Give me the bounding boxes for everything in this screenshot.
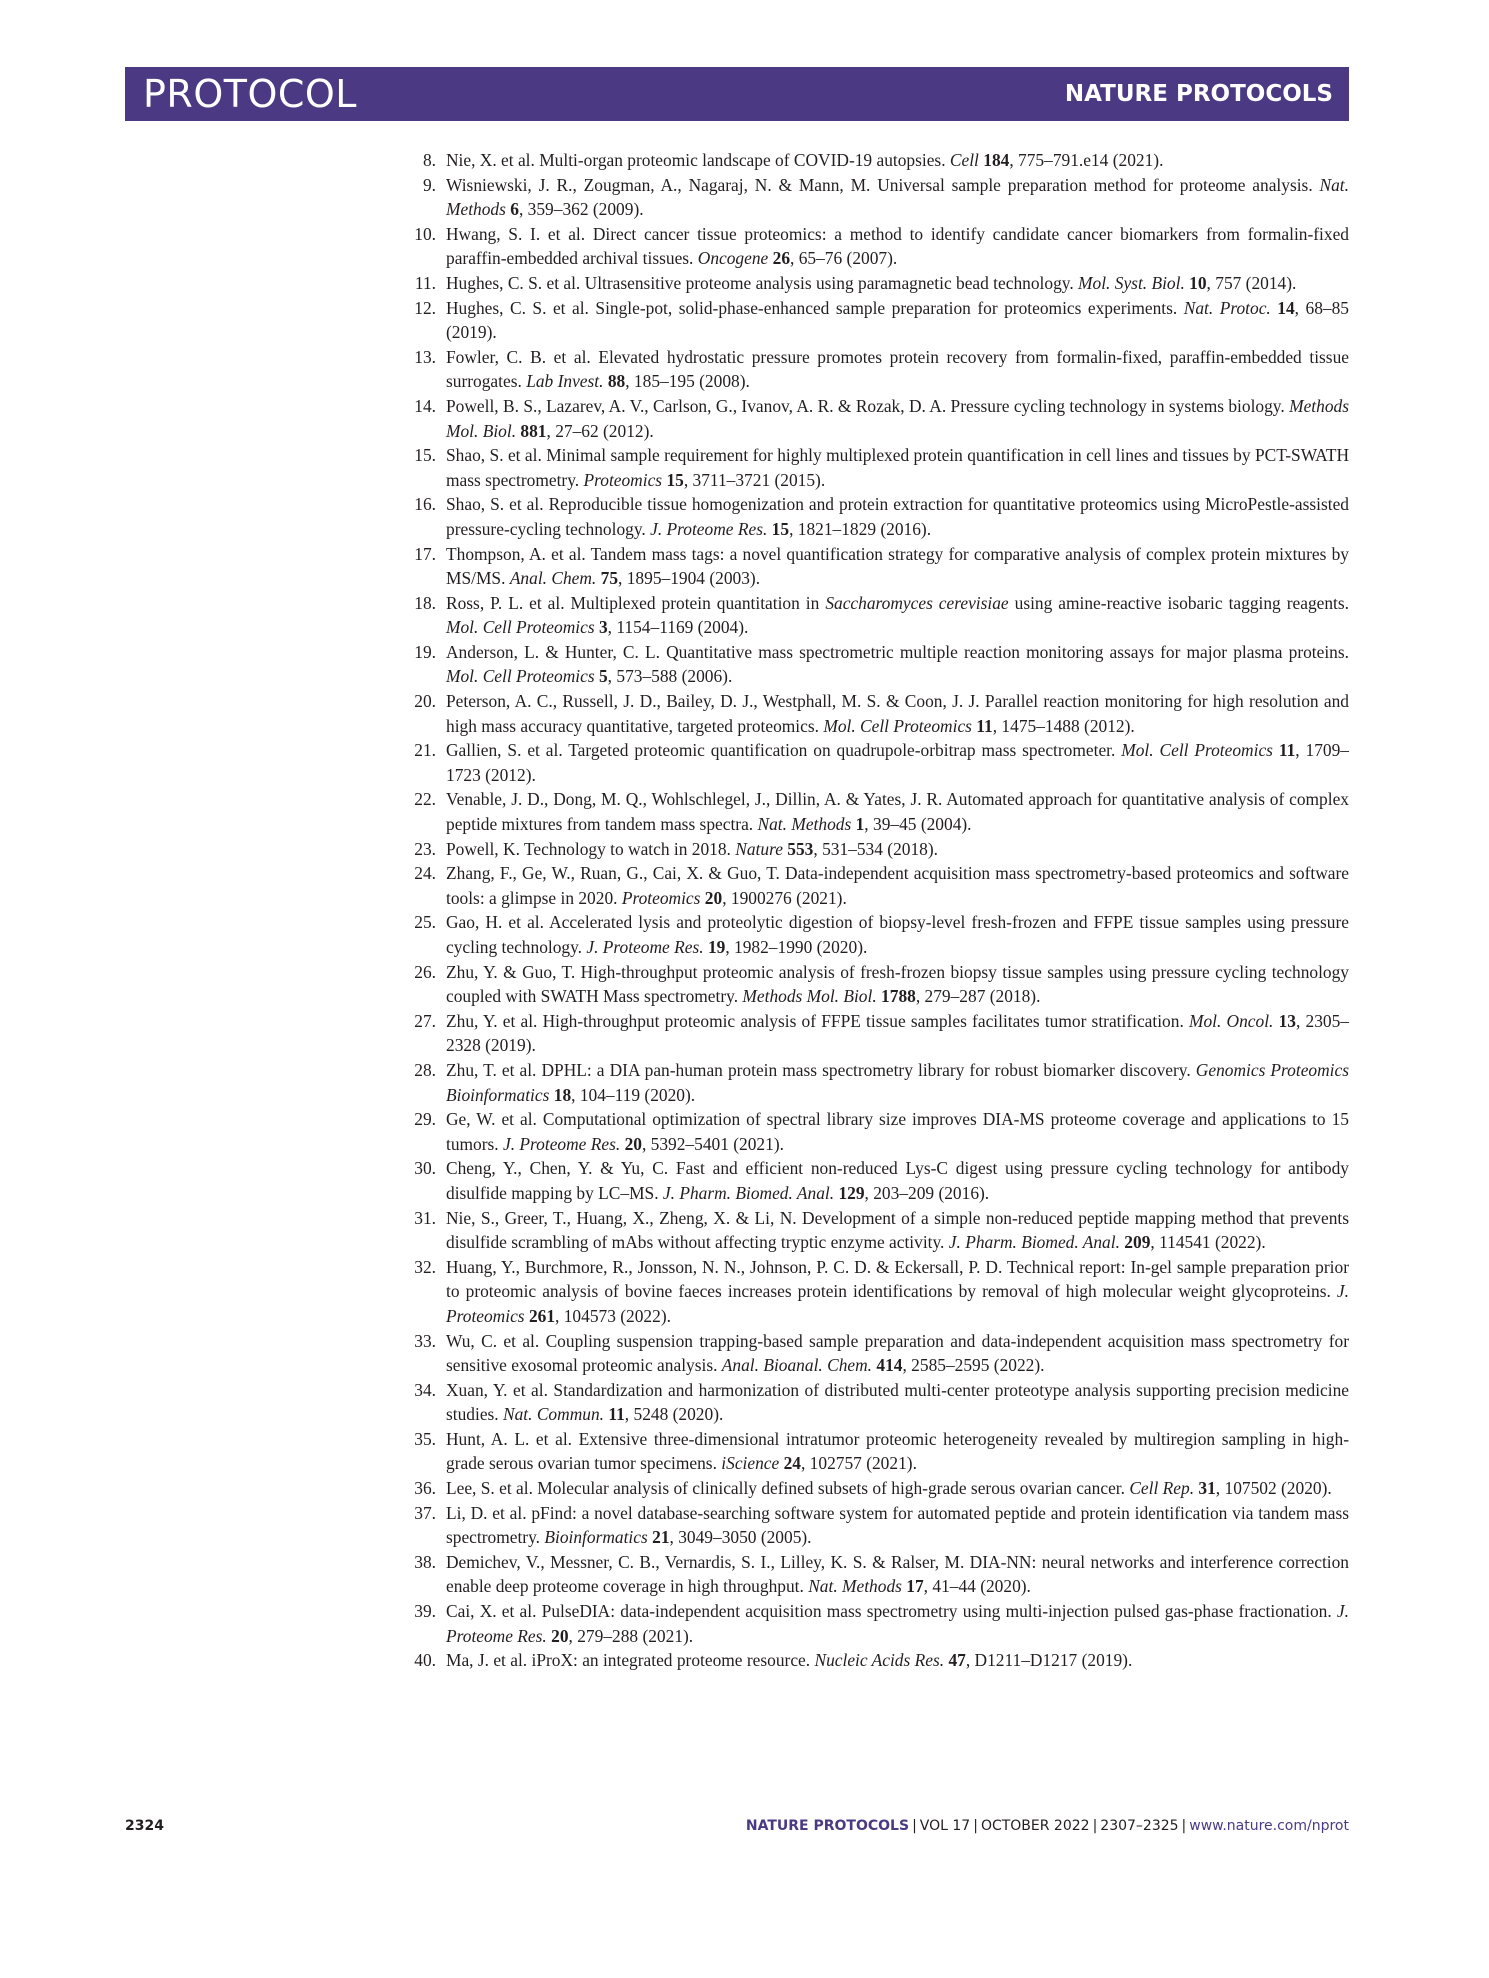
reference-journal: Nat. Methods <box>757 814 852 835</box>
reference-text <box>446 222 1349 271</box>
reference-authors-title: Venable, J. D., Dong, M. Q., Wohlschlegel, J., Dillin, A. & Yates, J. R. Automated approach for quantitative analysis of complex peptide mixtures from tandem mass spectra. <box>446 789 1349 835</box>
reference-authors-title: Shao, S. et al. Minimal sample requirement for highly multiplexed protein quantification in cell lines and tissues by PCT-SWATH mass spectrometry. <box>446 445 1349 490</box>
reference-number: 28. <box>414 1059 436 1080</box>
reference-pages-year: , 775–791.e14 (2021). <box>1009 150 1164 170</box>
reference-volume: 18 <box>553 1084 572 1105</box>
reference-item <box>400 1329 1349 1378</box>
reference-item <box>400 910 1349 959</box>
reference-item <box>400 1206 1349 1255</box>
reference-item <box>400 271 1349 296</box>
reference-pages-year: , 27–62 (2012). <box>546 420 654 441</box>
reference-item <box>400 1255 1349 1329</box>
reference-number: 13. <box>414 346 436 367</box>
reference-authors-title: Xuan, Y. et al. Standardization and harmonization of distributed multi-center proteotype analysis supporting precision medicine studies. <box>446 1379 1349 1425</box>
reference-journal: Nucleic Acids Res. <box>814 1650 945 1671</box>
footer-date: OCTOBER 2022 <box>980 1818 1090 1834</box>
footer-journal: NATURE PROTOCOLS <box>745 1818 910 1834</box>
reference-number: 29. <box>414 1109 436 1130</box>
reference-volume: 19 <box>707 937 726 957</box>
footer-volume: VOL 17 <box>919 1818 971 1834</box>
reference-authors-title: Lee, S. et al. Molecular analysis of clinically defined subsets of high-grade serous ovarian cancer. <box>446 1478 1125 1499</box>
reference-authors-title: Ge, W. et al. Computational optimization of spectral library size improves DIA-MS proteome coverage and applications to 15 tumors. <box>446 1109 1349 1154</box>
reference-authors-title: Peterson, A. C., Russell, J. D., Bailey, D. J., Westphall, M. S. & Coon, J. J. Parallel reaction monitoring for high resolution and high mass accuracy quantitative, targeted proteomics. <box>446 691 1349 736</box>
reference-text <box>446 861 1349 910</box>
reference-journal: J. Pharm. Biomed. Anal. <box>948 1232 1120 1253</box>
reference-number: 12. <box>414 297 436 318</box>
reference-authors-title: Demichev, V., Messner, C. B., Vernardis, S. I., Lilley, K. S. & Ralser, M. DIA-NN: neural networks and interference correction enable deep proteome coverage in high throughput. <box>446 1551 1349 1597</box>
reference-number: 36. <box>414 1478 436 1499</box>
reference-item <box>400 222 1349 271</box>
reference-text <box>446 1476 1349 1501</box>
reference-pages-year: , 2585–2595 (2022). <box>902 1355 1045 1376</box>
reference-item <box>400 1156 1349 1205</box>
reference-pages-year: , 3049–3050 (2005). <box>669 1527 812 1548</box>
reference-authors-title: Li, D. et al. pFind: a novel database-searching software system for automated peptide and protein identification via tandem mass spectrometry. <box>446 1502 1349 1548</box>
reference-text <box>446 591 1349 640</box>
reference-journal: Nat. Commun. <box>503 1404 604 1425</box>
reference-item <box>400 1476 1349 1501</box>
reference-authors-title: Gao, H. et al. Accelerated lysis and proteolytic digestion of biopsy-level fresh-frozen and FFPE tissue samples using pressure cycling technology. <box>446 912 1349 957</box>
reference-authors-title: Hughes, C. S. et al. Ultrasensitive proteome analysis using paramagnetic bead technology. <box>446 272 1074 293</box>
reference-pages-year: , 573–588 (2006). <box>607 666 733 687</box>
reference-journal: Proteomics <box>583 469 663 490</box>
reference-volume: 17 <box>906 1576 924 1597</box>
reference-volume: 10 <box>1189 272 1207 293</box>
reference-item <box>400 345 1349 394</box>
reference-item <box>400 1550 1349 1599</box>
reference-pages-year: , 3711–3721 (2015). <box>683 469 826 490</box>
reference-item <box>400 1599 1349 1648</box>
reference-item <box>400 689 1349 738</box>
reference-volume: 14 <box>1277 297 1295 318</box>
reference-item <box>400 787 1349 836</box>
reference-number: 37. <box>414 1502 436 1523</box>
reference-journal: Proteomics <box>621 887 701 908</box>
reference-number: 17. <box>414 543 436 564</box>
reference-pages-year: , 2305–2328 (2019). <box>446 1010 1349 1056</box>
reference-text <box>446 271 1349 296</box>
reference-journal: J. Proteome Res. <box>503 1133 621 1154</box>
reference-journal: Nat. Protoc. <box>1183 297 1271 318</box>
reference-number: 21. <box>414 740 436 761</box>
reference-text <box>446 1378 1349 1427</box>
reference-pages-year: , 104573 (2022). <box>555 1305 671 1326</box>
reference-text <box>446 1501 1349 1550</box>
reference-volume: 31 <box>1198 1478 1216 1499</box>
reference-journal: Bioinformatics <box>544 1527 648 1548</box>
reference-text <box>446 345 1349 394</box>
reference-number: 26. <box>414 961 436 982</box>
reference-number: 14. <box>414 395 436 416</box>
reference-text <box>446 1599 1349 1648</box>
journal-name: NATURE PROTOCOLS <box>1064 81 1333 107</box>
reference-item <box>400 173 1349 222</box>
reference-title-cont: using amine-reactive isobaric tagging reagents. <box>1008 592 1350 613</box>
reference-pages-year: , 39–45 (2004). <box>864 814 972 835</box>
reference-text <box>446 1009 1349 1058</box>
reference-authors-title: Nie, S., Greer, T., Huang, X., Zheng, X. & Li, N. Development of a simple non-reduced peptide mapping method that prevents disulfide scrambling of mAbs without affecting tryptic enzyme activity. <box>446 1207 1349 1253</box>
reference-journal: Mol. Cell Proteomics <box>446 666 595 687</box>
reference-journal: Anal. Chem. <box>509 568 597 589</box>
reference-text <box>446 1427 1349 1476</box>
reference-text <box>446 960 1349 1009</box>
reference-authors-title: Ross, P. L. et al. Multiplexed protein quantitation in <box>446 592 820 613</box>
reference-pages-year: , 531–534 (2018). <box>813 838 938 859</box>
reference-item <box>400 1378 1349 1427</box>
reference-text <box>446 738 1349 787</box>
reference-authors-title: Ma, J. et al. iProX: an integrated proteome resource. <box>446 1650 811 1671</box>
reference-volume: 553 <box>787 838 814 859</box>
reference-text <box>446 1058 1349 1107</box>
reference-journal: Cell <box>949 150 979 170</box>
reference-authors-title: Huang, Y., Burchmore, R., Jonsson, N. N., Johnson, P. C. D. & Eckersall, P. D. Technical report: In-gel sample preparation prior to proteomic analysis of bovine faeces increases protein identifications by removal of high molecular weight glycoproteins. <box>446 1256 1349 1302</box>
reference-pages-year: , 41–44 (2020). <box>923 1576 1031 1597</box>
reference-text <box>446 1255 1349 1329</box>
reference-authors-title: Cheng, Y., Chen, Y. & Yu, C. Fast and efficient non-reduced Lys-C digest using pressure cycling technology for antibody disulfide mapping by LC–MS. <box>446 1158 1349 1203</box>
reference-item <box>400 296 1349 345</box>
reference-number: 35. <box>414 1428 436 1449</box>
reference-item <box>400 1648 1349 1673</box>
reference-volume: 26 <box>772 248 791 269</box>
reference-journal: iScience <box>721 1453 780 1474</box>
reference-authors-title: Thompson, A. et al. Tandem mass tags: a novel quantification strategy for comparative analysis of complex protein mixtures by MS/MS. <box>446 543 1349 589</box>
reference-volume: 129 <box>838 1182 865 1203</box>
reference-pages-year: , 1982–1990 (2020). <box>725 937 868 957</box>
reference-text <box>446 492 1349 541</box>
reference-journal: Methods Mol. Biol. <box>446 395 1349 441</box>
reference-text <box>446 1107 1349 1156</box>
reference-volume: 1 <box>855 814 865 835</box>
reference-number: 31. <box>414 1207 436 1228</box>
reference-volume: 21 <box>652 1527 670 1548</box>
reference-volume: 6 <box>510 199 519 220</box>
reference-number: 10. <box>414 223 436 244</box>
reference-text <box>446 910 1349 959</box>
reference-journal: J. Proteome Res. <box>446 1601 1349 1646</box>
reference-text <box>446 443 1349 492</box>
reference-item <box>400 591 1349 640</box>
reference-volume: 88 <box>607 371 626 392</box>
reference-text <box>446 394 1349 443</box>
header-banner <box>125 67 1349 121</box>
reference-text <box>446 640 1349 689</box>
reference-text <box>446 542 1349 591</box>
section-label: PROTOCOL <box>143 72 357 116</box>
reference-volume: 20 <box>704 887 723 908</box>
reference-pages-year: , 107502 (2020). <box>1215 1478 1332 1499</box>
reference-text <box>446 148 1349 173</box>
reference-item <box>400 1009 1349 1058</box>
reference-authors-title: Powell, B. S., Lazarev, A. V., Carlson, G., Ivanov, A. R. & Rozak, D. A. Pressure cycling technology in systems biology. <box>446 395 1285 416</box>
reference-number: 32. <box>414 1256 436 1277</box>
reference-pages-year: , 1821–1829 (2016). <box>789 518 932 539</box>
reference-text <box>446 173 1349 222</box>
reference-journal: Genomics Proteomics Bioinformatics <box>446 1059 1349 1105</box>
reference-volume: 47 <box>948 1650 966 1671</box>
reference-authors-title: Cai, X. et al. PulseDIA: data-independent acquisition mass spectrometry using multi-injection pulsed gas-phase fractionation. <box>446 1601 1332 1622</box>
reference-item <box>400 1501 1349 1550</box>
reference-item <box>400 1427 1349 1476</box>
reference-number: 38. <box>414 1551 436 1572</box>
reference-text <box>446 1156 1349 1205</box>
reference-volume: 13 <box>1278 1010 1296 1031</box>
reference-item <box>400 492 1349 541</box>
reference-pages-year: , 1895–1904 (2003). <box>618 568 761 589</box>
reference-journal: Nature <box>735 838 783 859</box>
reference-item <box>400 443 1349 492</box>
reference-authors-title: Fowler, C. B. et al. Elevated hydrostatic pressure promotes protein recovery from formalin-fixed, paraffin-embedded tissue surrogates. <box>446 346 1349 392</box>
reference-pages-year: , 1709–1723 (2012). <box>446 740 1349 785</box>
reference-volume: 15 <box>666 469 684 490</box>
reference-item <box>400 861 1349 910</box>
reference-text <box>446 296 1349 345</box>
reference-item <box>400 738 1349 787</box>
reference-volume: 1788 <box>881 986 916 1007</box>
reference-pages-year: , 1154–1169 (2004). <box>607 617 749 638</box>
reference-volume: 5 <box>598 666 608 687</box>
reference-number: 30. <box>414 1158 436 1179</box>
reference-journal: Mol. Syst. Biol. <box>1078 272 1185 293</box>
reference-pages-year: , 5248 (2020). <box>624 1404 724 1425</box>
reference-number: 16. <box>414 494 436 515</box>
reference-journal: Nat. Methods <box>808 1576 902 1597</box>
reference-journal: J. Proteome Res. <box>586 937 704 957</box>
reference-volume: 24 <box>783 1453 801 1474</box>
reference-pages-year: , 1475–1488 (2012). <box>992 715 1135 736</box>
reference-item <box>400 542 1349 591</box>
reference-pages-year: , 5392–5401 (2021). <box>641 1133 784 1154</box>
reference-journal: Mol. Cell Proteomics <box>1121 740 1273 761</box>
reference-authors-title: Anderson, L. & Hunter, C. L. Quantitative mass spectrometric multiple reaction monitoring assays for major plasma proteins. <box>446 641 1349 662</box>
reference-authors-title: Wu, C. et al. Coupling suspension trapping-based sample preparation and data-independent acquisition mass spectrometry for sensitive exosomal proteomic analysis. <box>446 1330 1349 1376</box>
reference-item <box>400 960 1349 1009</box>
footer-pages: 2307–2325 <box>1100 1818 1179 1834</box>
reference-number: 22. <box>414 789 436 810</box>
reference-text <box>446 1329 1349 1378</box>
reference-volume: 11 <box>608 1404 625 1425</box>
reference-authors-title: Gallien, S. et al. Targeted proteomic quantification on quadrupole-orbitrap mass spectrometer. <box>446 740 1116 761</box>
reference-number: 18. <box>414 592 436 613</box>
reference-journal: J. Proteomics <box>446 1281 1349 1326</box>
reference-volume: 261 <box>528 1305 556 1326</box>
reference-item <box>400 394 1349 443</box>
reference-volume: 15 <box>771 518 790 539</box>
reference-pages-year: , 114541 (2022). <box>1150 1232 1266 1253</box>
reference-authors-title: Hunt, A. L. et al. Extensive three-dimensional intratumor proteomic heterogeneity revealed by multiregion sampling in high-grade serous ovarian tumor specimens. <box>446 1428 1349 1474</box>
reference-number: 15. <box>414 445 436 466</box>
reference-number: 39. <box>414 1601 436 1622</box>
reference-number: 27. <box>414 1010 436 1031</box>
reference-number: 9. <box>422 174 436 195</box>
footer-url[interactable]: www.nature.com/nprot <box>1189 1818 1349 1834</box>
reference-volume: 3 <box>598 617 608 638</box>
reference-pages-year: , D1211–D1217 (2019). <box>965 1650 1133 1671</box>
reference-authors-title: Shao, S. et al. Reproducible tissue homogenization and protein extraction for quantitative proteomics using MicroPestle-assisted pressure-cycling technology. <box>446 494 1349 539</box>
reference-pages-year: , 359–362 (2009). <box>518 199 644 220</box>
reference-number: 11. <box>414 272 436 293</box>
reference-text <box>446 787 1349 836</box>
reference-volume: 209 <box>1124 1232 1151 1253</box>
reference-authors-title: Nie, X. et al. Multi-organ proteomic landscape of COVID-19 autopsies. <box>446 150 946 170</box>
reference-journal: Mol. Oncol. <box>1188 1010 1274 1031</box>
reference-species: Saccharomyces cerevisiae <box>825 592 1009 613</box>
reference-pages-year: , 185–195 (2008). <box>625 371 750 392</box>
reference-pages-year: , 279–288 (2021). <box>568 1625 694 1646</box>
reference-journal: Mol. Cell Proteomics <box>823 715 972 736</box>
reference-authors-title: Zhu, T. et al. DPHL: a DIA pan-human protein mass spectrometry library for robust biomarker discovery. <box>446 1059 1191 1080</box>
reference-text <box>446 689 1349 738</box>
reference-number: 25. <box>414 912 436 933</box>
reference-text <box>446 1648 1349 1673</box>
reference-pages-year: , 65–76 (2007). <box>790 248 898 269</box>
page-footer <box>125 1818 1349 1834</box>
reference-number: 33. <box>414 1330 436 1351</box>
reference-item <box>400 148 1349 173</box>
reference-journal: Oncogene <box>697 248 769 269</box>
reference-volume: 414 <box>876 1355 903 1376</box>
reference-volume: 11 <box>976 715 993 736</box>
reference-authors-title: Zhu, Y. et al. High-throughput proteomic analysis of FFPE tissue samples facilitates tumor stratification. <box>446 1010 1184 1031</box>
reference-authors-title: Powell, K. Technology to watch in 2018. <box>446 838 731 859</box>
reference-authors-title: Zhang, F., Ge, W., Ruan, G., Cai, X. & Guo, T. Data-independent acquisition mass spectrometry-based proteomics and software tools: a glimpse in 2020. <box>446 863 1349 908</box>
reference-pages-year: , 203–209 (2016). <box>864 1182 990 1203</box>
reference-number: 34. <box>414 1379 436 1400</box>
reference-item <box>400 1107 1349 1156</box>
reference-number: 19. <box>414 641 436 662</box>
reference-journal: J. Proteome Res. <box>650 518 768 539</box>
reference-authors-title: Hwang, S. I. et al. Direct cancer tissue proteomics: a method to identify candidate cancer biomarkers from formalin-fixed paraffin-embedded archival tissues. <box>446 223 1349 269</box>
reference-volume: 20 <box>624 1133 642 1154</box>
reference-volume: 20 <box>551 1625 569 1646</box>
reference-number: 8. <box>422 150 436 170</box>
reference-number: 23. <box>414 838 436 859</box>
reference-pages-year: , 1900276 (2021). <box>722 887 847 908</box>
reference-journal: Methods Mol. Biol. <box>742 986 877 1007</box>
reference-journal: Cell Rep. <box>1129 1478 1195 1499</box>
reference-volume: 881 <box>520 420 547 441</box>
reference-journal: J. Pharm. Biomed. Anal. <box>662 1182 835 1203</box>
reference-text <box>446 837 1349 862</box>
reference-authors-title: Wisniewski, J. R., Zougman, A., Nagaraj, N. & Mann, M. Universal sample preparation method for proteome analysis. <box>446 174 1313 195</box>
reference-pages-year: , 102757 (2021). <box>800 1453 917 1474</box>
reference-volume: 75 <box>600 568 619 589</box>
reference-pages-year: , 68–85 (2019). <box>446 297 1349 343</box>
reference-volume: 11 <box>1278 740 1296 761</box>
reference-journal: Lab Invest. <box>526 371 604 392</box>
reference-journal: Mol. Cell Proteomics <box>446 617 595 638</box>
reference-authors-title: Zhu, Y. & Guo, T. High-throughput proteomic analysis of fresh-frozen biopsy tissue samples using pressure cycling technology coupled with SWATH Mass spectrometry. <box>446 961 1349 1007</box>
reference-number: 20. <box>414 691 436 712</box>
reference-item <box>400 640 1349 689</box>
reference-journal: Anal. Bioanal. Chem. <box>721 1355 873 1376</box>
reference-item <box>400 837 1349 862</box>
reference-journal: Nat. Methods <box>446 174 1349 220</box>
footer-citation: NATURE PROTOCOLS | VOL 17 | OCTOBER 2022 | 2307–2325 | www.nature.com/nprot <box>745 1818 1349 1834</box>
reference-list <box>400 148 1349 1673</box>
reference-authors-title: Hughes, C. S. et al. Single-pot, solid-phase-enhanced sample preparation for proteomics experiments. <box>446 297 1178 318</box>
reference-text <box>446 1206 1349 1255</box>
reference-pages-year: , 104–119 (2020). <box>571 1084 696 1105</box>
reference-text <box>446 1550 1349 1599</box>
reference-volume: 184 <box>983 150 1010 170</box>
reference-pages-year: , 279–287 (2018). <box>915 986 1041 1007</box>
reference-number: 24. <box>414 863 436 884</box>
reference-item <box>400 1058 1349 1107</box>
reference-number: 40. <box>414 1650 436 1671</box>
page-number: 2324 <box>125 1818 164 1834</box>
reference-pages-year: , 757 (2014). <box>1206 272 1297 293</box>
